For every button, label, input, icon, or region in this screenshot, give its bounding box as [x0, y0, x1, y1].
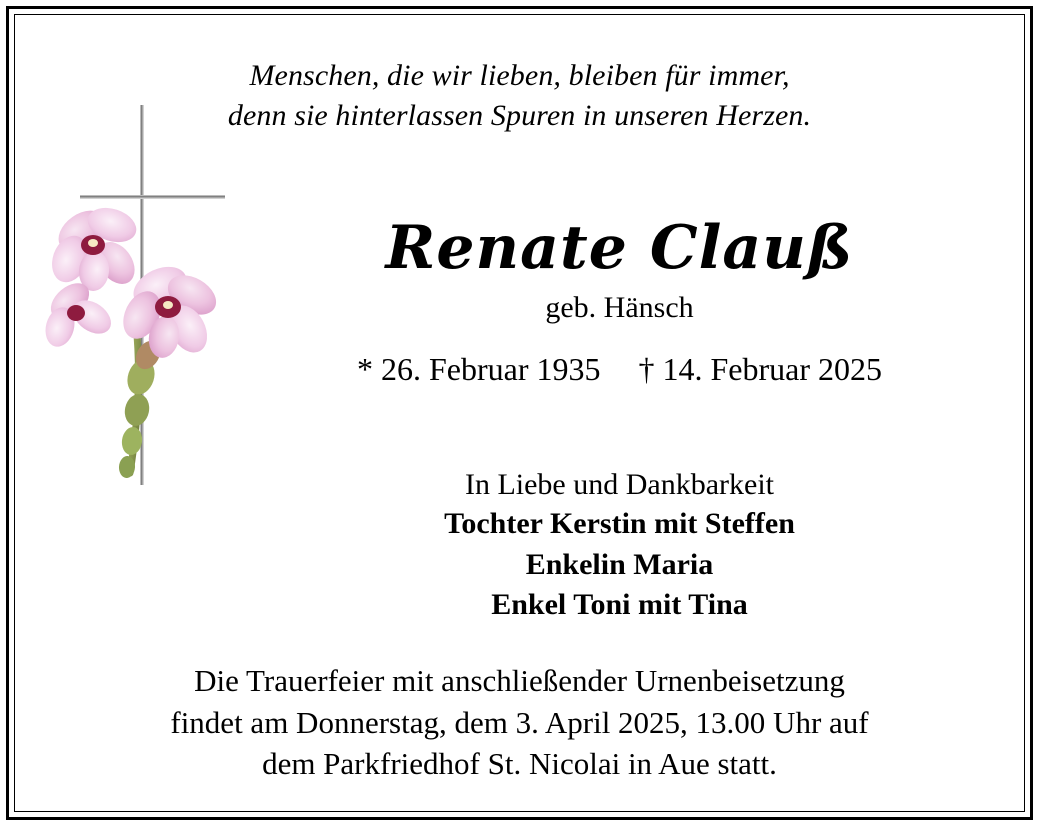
orchid-flower-icon [44, 205, 244, 505]
life-dates [220, 351, 1019, 388]
birth-date: * 26. Februar 1935 [356, 351, 601, 387]
deceased-name: Renate Clauß [385, 213, 854, 283]
family-member: Enkelin Maria [525, 547, 714, 581]
name-block [220, 215, 1019, 388]
family-member: Tochter Kerstin mit Steffen [444, 507, 795, 540]
service-line-2: findet am Donnerstag, dem 3. April 2025, 13.00 Uhr auf [170, 704, 869, 740]
death-date: † 14. Februar 2025 [638, 351, 883, 387]
family-intro: In Liebe und Dankbarkeit [464, 468, 775, 501]
memorial-cross-crossbar [80, 195, 225, 199]
memorial-verse [20, 56, 1019, 136]
family-member: Enkel Toni mit Tina [491, 588, 748, 621]
service-line-3: dem Parkfriedhof St. Nicolai in Aue statt. [262, 746, 777, 782]
card-content [20, 20, 1019, 806]
verse-line-2: denn sie hinterlassen Spuren in unseren Herzen. [227, 98, 812, 132]
maiden-name: geb. Hänsch [545, 291, 694, 324]
service-details [20, 660, 1019, 785]
service-line-1: Die Trauerfeier mit anschließender Urnenbeisetzung [194, 663, 845, 698]
verse-line-1: Menschen, die wir lieben, bleiben für immer, [249, 59, 790, 92]
family-block [220, 465, 1019, 626]
